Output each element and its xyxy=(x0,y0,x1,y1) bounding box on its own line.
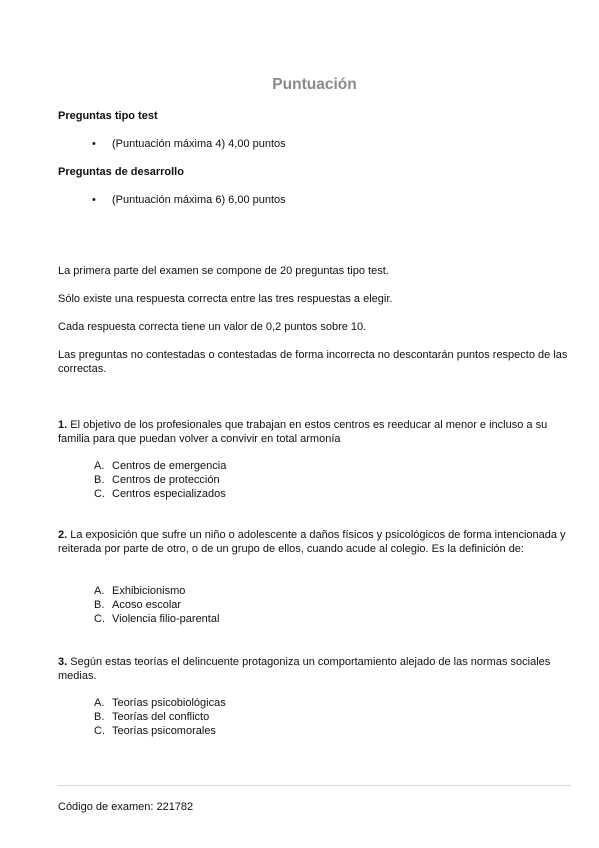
option-c[interactable] xyxy=(94,487,226,501)
options-list xyxy=(94,696,226,738)
footer-divider xyxy=(58,785,571,786)
option-c[interactable] xyxy=(94,724,226,738)
question-2 xyxy=(58,528,571,556)
option-text: Centros de protección xyxy=(112,474,220,486)
question-number: 3. xyxy=(58,656,68,668)
option-a[interactable] xyxy=(94,459,226,473)
option-a[interactable] xyxy=(94,696,226,710)
question-number: 2. xyxy=(58,529,68,541)
option-text: Acoso escolar xyxy=(112,599,182,611)
option-letter: B. xyxy=(94,711,105,723)
intro-paragraph: Sólo existe una respuesta correcta entre las tres respuestas a elegir. xyxy=(58,293,393,305)
option-letter: A. xyxy=(94,697,105,709)
option-text: Teorías del conflicto xyxy=(112,711,210,723)
option-text: Violencia filio-parental xyxy=(112,613,220,625)
score-text: (Puntuación máxima 6) 6,00 puntos xyxy=(112,194,286,206)
option-b[interactable] xyxy=(94,473,226,487)
option-b[interactable] xyxy=(94,710,226,724)
page-title: Puntuación xyxy=(272,76,357,93)
bullet-icon: • xyxy=(92,194,96,206)
intro-paragraph: Cada respuesta correcta tiene un valor de 0,2 puntos sobre 10. xyxy=(58,321,367,333)
option-letter: C. xyxy=(94,613,105,625)
option-text: Centros especializados xyxy=(112,488,226,500)
option-letter: B. xyxy=(94,599,105,611)
options-list xyxy=(94,584,219,626)
option-text: Exhibicionismo xyxy=(112,585,186,597)
options-list xyxy=(94,459,226,501)
intro-paragraph: La primera parte del examen se compone de 20 preguntas tipo test. xyxy=(58,265,389,277)
question-number: 1. xyxy=(58,419,68,431)
question-3 xyxy=(58,655,571,683)
question-text: La exposición que sufre un niño o adolescente a daños físicos y psicológicos de forma intencionada y reiterada por parte de otro, o de un grupo de ellos, cuando acude al colegio. Es la definición de: xyxy=(58,529,566,555)
bullet-icon: • xyxy=(92,138,96,150)
question-text: El objetivo de los profesionales que trabajan en estos centros es reeducar al menor e incluso a su familia para que puedan volver a convivir en total armonía xyxy=(58,419,548,445)
option-letter: A. xyxy=(94,585,105,597)
question-1 xyxy=(58,418,571,446)
intro-paragraph: Las preguntas no contestadas o contestadas de forma incorrecta no descontarán puntos respecto de las correctas. xyxy=(58,349,568,375)
section-heading-test: Preguntas tipo test xyxy=(58,110,158,122)
option-letter: B. xyxy=(94,474,105,486)
option-text: Centros de emergencia xyxy=(112,460,227,472)
option-letter: C. xyxy=(94,488,105,500)
option-letter: A. xyxy=(94,460,105,472)
option-a[interactable] xyxy=(94,584,219,598)
option-letter: C. xyxy=(94,725,105,737)
exam-code: Código de examen: 221782 xyxy=(58,801,194,813)
section-heading-desarrollo: Preguntas de desarrollo xyxy=(58,166,184,178)
option-c[interactable] xyxy=(94,612,219,626)
score-text: (Puntuación máxima 4) 4,00 puntos xyxy=(112,138,286,150)
question-text: Según estas teorías el delincuente protagoniza un comportamiento alejado de las normas sociales medias. xyxy=(58,656,551,682)
option-text: Teorías psicobiológicas xyxy=(112,697,226,709)
option-b[interactable] xyxy=(94,598,219,612)
option-text: Teorías psicomorales xyxy=(112,725,216,737)
